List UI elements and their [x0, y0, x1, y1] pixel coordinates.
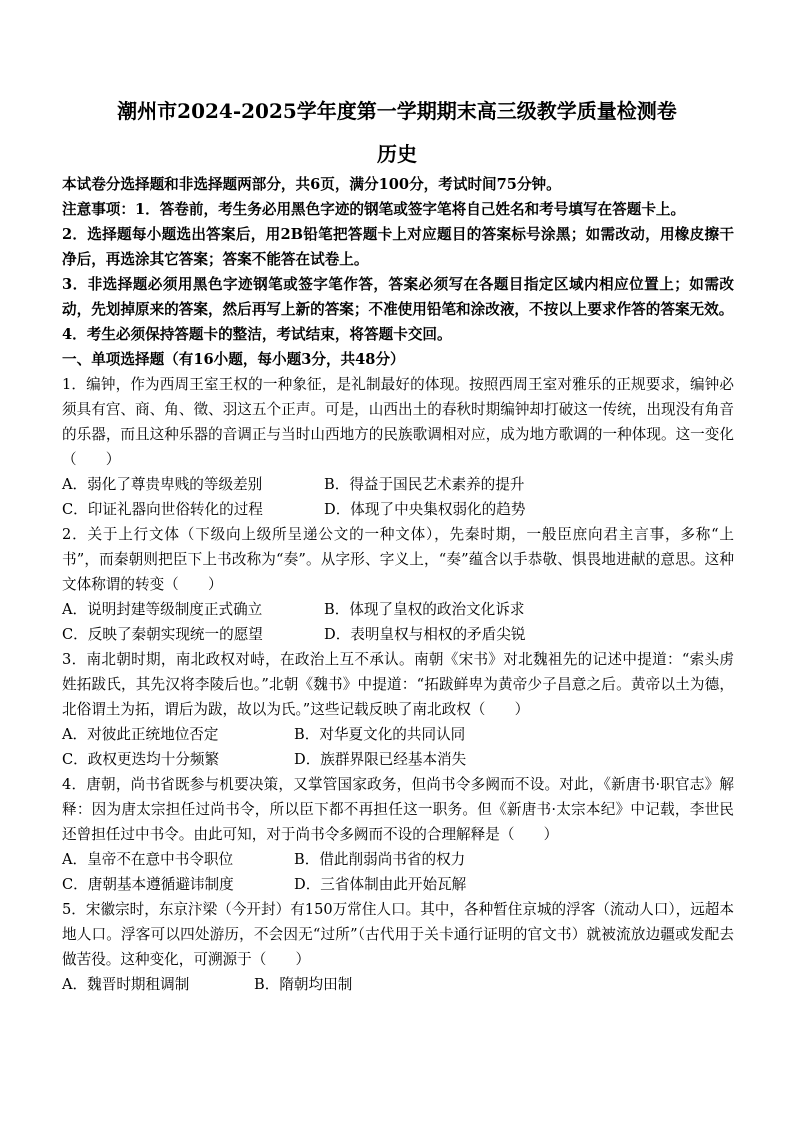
option-c[interactable]: C．唐朝基本遵循避讳制度	[62, 876, 234, 893]
option-b[interactable]: B．隋朝均田制	[254, 976, 353, 993]
option-c[interactable]: C．印证礼器向世俗转化的过程	[62, 501, 263, 518]
option-grid	[62, 597, 734, 647]
option-b[interactable]: B．体现了皇权的政治文化诉求	[324, 601, 525, 618]
exam-body	[62, 172, 734, 997]
exam-title: 潮州市2024-2025学年度第一学期期末高三级教学质量检测卷	[117, 99, 677, 123]
question-4	[62, 772, 734, 897]
option-d[interactable]: D．表明皇权与相权的矛盾尖锐	[324, 626, 526, 643]
option-b[interactable]: B．对华夏文化的共同认同	[294, 726, 466, 743]
option-d[interactable]: D．三省体制由此开始瓦解	[294, 876, 467, 893]
question-5	[62, 897, 734, 997]
option-c[interactable]: C．政权更迭均十分频繁	[62, 751, 220, 768]
option-c[interactable]: C．反映了秦朝实现统一的愿望	[62, 626, 263, 643]
question-stem: 4．唐朝，尚书省既参与机要决策，又掌管国家政务，但尚书令多阙而不设。对此，《新唐书·职官志》解释：因为唐太宗担任过尚书令，所以臣下都不再担任这一职务。但《新唐书·太宗本纪》中记载，李世民还曾担任过中书令。由此可知，对于尚书令多阙而不设的合理解释是（ ）	[62, 776, 734, 843]
note-4: 4．考生必须保持答题卡的整洁，考试结束，将答题卡交回。	[62, 326, 452, 343]
exam-intro: 本试卷分选择题和非选择题两部分，共6页，满分100分，考试时间75分钟。	[62, 176, 561, 193]
option-a[interactable]: A．对彼此正统地位否定	[62, 726, 219, 743]
option-a[interactable]: A．皇帝不在意中书令职位	[62, 851, 234, 868]
section-heading: 一、单项选择题（有16小题，每小题3分，共48分）	[62, 351, 405, 368]
option-a[interactable]: A．魏晋时期租调制	[62, 976, 190, 993]
question-stem: 2．关于上行文体（下级向上级所呈递公文的一种文体），先秦时期，一般臣庶向君主言事，多称“上书”，而秦朝则把臣下上书改称为“奏”。从字形、字义上，“奏”蕴含以手恭敬、惧畏地进献的意思。这种文体称谓的转变（ ）	[62, 526, 734, 593]
note-2: 2．选择题每小题选出答案后，用2B铅笔把答题卡上对应题目的答案标号涂黑；如需改动，用橡皮擦干净后，再选涂其它答案；答案不能答在试卷上。	[62, 226, 734, 268]
option-grid	[62, 472, 734, 522]
question-1	[62, 372, 734, 522]
option-d[interactable]: D．体现了中央集权弱化的趋势	[324, 501, 526, 518]
option-grid	[62, 972, 734, 997]
question-2	[62, 522, 734, 647]
option-a[interactable]: A．弱化了尊贵卑贱的等级差别	[62, 476, 263, 493]
note-1: 注意事项：1．答卷前，考生务必用黑色字迹的钢笔或签字笔将自己姓名和考号填写在答题卡上。	[62, 201, 686, 218]
option-d[interactable]: D．族群界限已经基本消失	[294, 751, 467, 768]
option-b[interactable]: B．借此削弱尚书省的权力	[294, 851, 466, 868]
option-grid	[62, 722, 734, 772]
subject-title: 历史	[377, 142, 417, 166]
option-b[interactable]: B．得益于国民艺术素养的提升	[324, 476, 525, 493]
question-stem: 1．编钟，作为西周王室王权的一种象征，是礼制最好的体现。按照西周王室对雅乐的正规要求，编钟必须具有宫、商、角、徵、羽这五个正声。可是，山西出土的春秋时期编钟却打破这一传统，出现没有角音的乐器，而且这种乐器的音调正与当时山西地方的民族歌调相对应，成为地方歌调的一种体现。这一变化（ ）	[62, 376, 734, 468]
option-grid	[62, 847, 734, 897]
question-stem: 5．宋徽宗时，东京汴梁（今开封）有150万常住人口。其中，各种暂住京城的浮客（流动人口），远超本地人口。浮客可以四处游历，不会因无“过所”（古代用于关卡通行证明的官文书）就被流放边疆或发配去做苦役。这种变化，可溯源于（ ）	[62, 901, 734, 968]
option-a[interactable]: A．说明封建等级制度正式确立	[62, 601, 263, 618]
question-stem: 3．南北朝时期，南北政权对峙，在政治上互不承认。南朝《宋书》对北魏祖先的记述中提道：“索头虏姓拓跋氏，其先汉将李陵后也。”北朝《魏书》中提道：“拓跋鲜卑为黄帝少子昌意之后。黄帝以土为德，北俗谓土为拓，谓后为跋，故以为氏。”这些记载反映了南北政权（ ）	[62, 651, 734, 718]
note-3: 3．非选择题必须用黑色字迹钢笔或签字笔作答，答案必须写在各题目指定区域内相应位置上；如需改动，先划掉原来的答案，然后再写上新的答案；不准使用铅笔和涂改液，不按以上要求作答的答案无效。	[62, 276, 734, 318]
question-3	[62, 647, 734, 772]
